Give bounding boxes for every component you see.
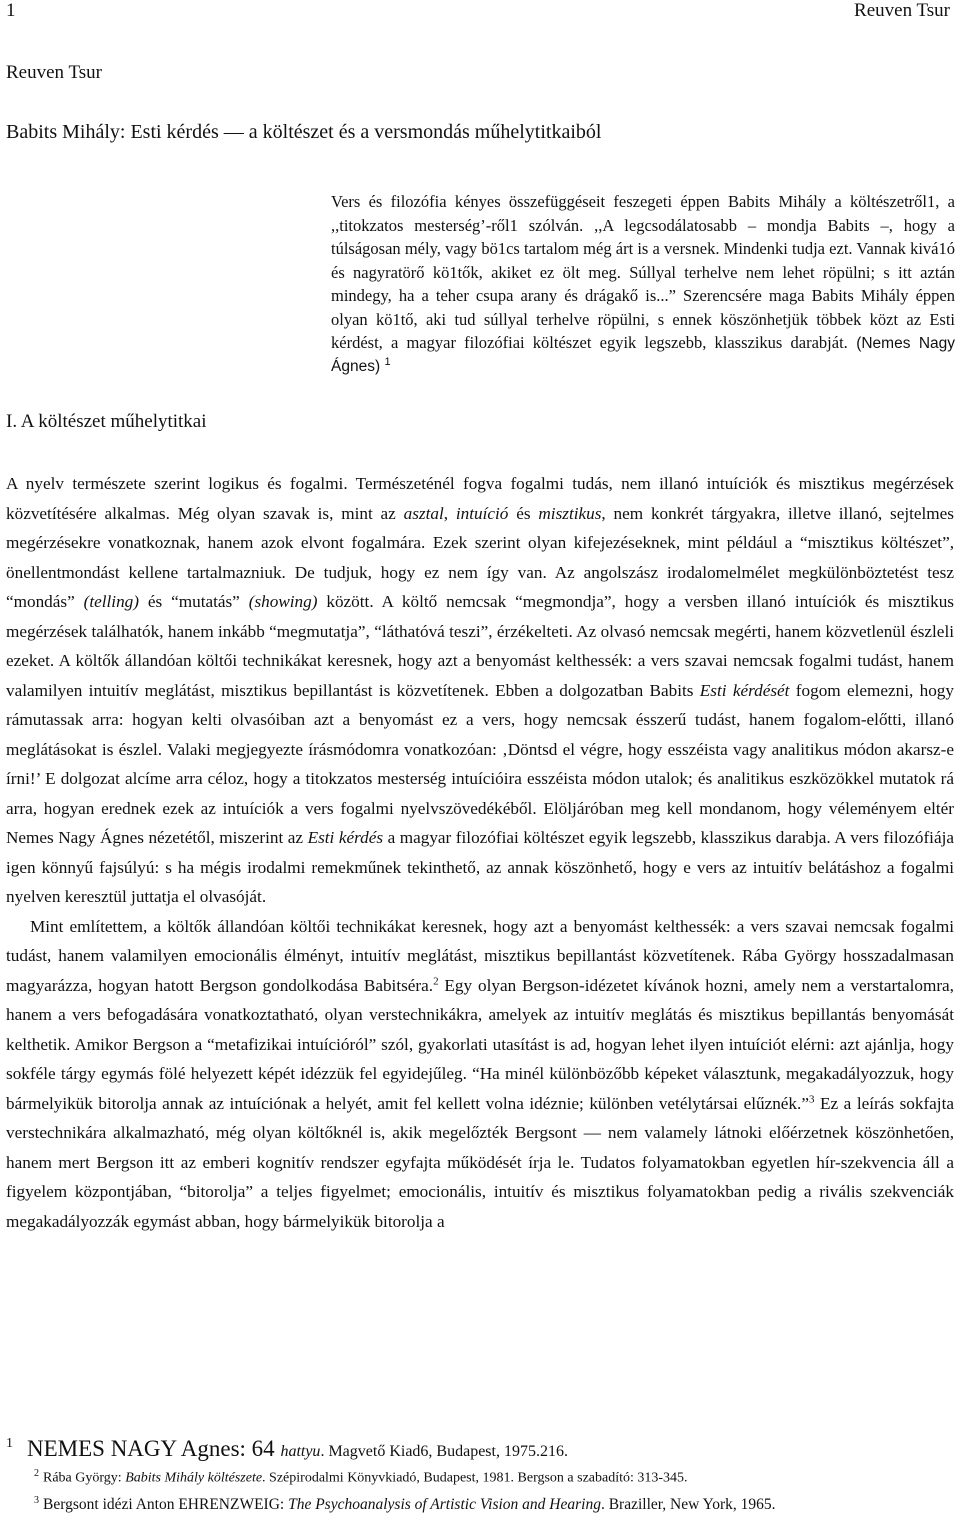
text-run: Egy olyan Bergson-idézetet kívánok hozni, amely nem a verstartalomra, hanem a vers befogadására vonatkoztatható, olyan verstechnikákra, amelyek az intuitív meglátás és misztikus bepillantás benyomását kelthetik. Amikor Bergson a “metafizikai intuícióról” szól, gyakorlati utasítást is ad, hogyan lehet ilyen intuíciót elérni: azt ajánlja, hogy sokféle tárgy egymás fölé helyezett képét idézzük fel egyidejűleg. “Ha minél különbözőbb képeket választunk, megakadályozzuk, hogy bármelyikük bitorolja annak az intuíciónak a helyét, amit fel kellett volna idéznie; különben vetélytársai elűznék.” xyxy=(6,975,954,1113)
footnote-text: Bergsont idézi Anton EHRENZWEIG: xyxy=(43,1495,289,1513)
italic-term: misztikus xyxy=(538,503,602,523)
footnote-ref-3[interactable]: 3 xyxy=(808,1092,815,1105)
footnote-text: . Braziller, New York, 1965. xyxy=(600,1495,776,1513)
text-run: és xyxy=(508,503,539,523)
text-run: Ez a leírás sokfajta verstechnikára alkalmazható, még olyan költőknél is, akik megelőzték Bergsont — nem valamely látnoki előérzetnek köszönhetően, hanem mert Bergson itt az emberi kognitív rendszer egyfajta működését írja le. Tudatos folyamatokban egyetlen hír-szekvencia áll a figyelem központjában, “bitorolja” a teljes figyelmet; emocionális, intuitív és misztikus folyamatokban pedig a rivális szekvenciák megakadályozzák egymást abban, hogy bármelyikük bitorolja a xyxy=(6,1093,954,1231)
section-heading: I. A költészet műhelytitkai xyxy=(6,411,207,432)
footnote-number: 1 xyxy=(6,1436,13,1451)
motto-text: Vers és filozófia kényes összefüggéseit feszegeti éppen Babits Mihály a költészetről1, a ,,titokzatos mesterség’-ről1 szólván. ,,A legcsodálatosabb – mondja Babits –, hogy a túlságosan mély, vagy bö1cs tartalom még árt is a versnek. Mindenki tudja ezt. Vannak kivá1ó és nagyratörő kö1tők, akiket ez ölt meg. Súllyal terhelve nem lehet röpülni; s itt aztán mindegy, ha a teher csupa arany és drágakő is...” Szerencsére maga Babits Mihály éppen olyan kö1tő, aki tud súllyal terhelve röpülni, s ennek köszönhetjük többek közt az Esti kérdést, a magyar filozófiai költészet egyik legszebb, klasszikus darabját. xyxy=(331,192,955,352)
paragraph-2 xyxy=(6,912,954,1237)
italic-term: intuíció xyxy=(455,503,509,523)
italic-term: (telling) xyxy=(83,592,139,611)
motto-quote xyxy=(331,191,955,378)
paragraph-1 xyxy=(6,469,954,912)
footnotes xyxy=(6,1436,954,1513)
text-run: , nem konkrét tárgyakra, illetve illanó, sejtelmes megérzésekre vonatkoznak, hanem azok elvont fogalmára. Ezek szerint olyan kifejezéseknek, mint például a “misztikus költészet”, önellentmondást kellene tartalmazniuk. De tudjuk, hogy ez nem így van. Az angolszász irodalomelmélet megkülönböztetést tesz “mondás” xyxy=(6,503,954,611)
italic-term: (showing) xyxy=(248,592,318,611)
footnote-2 xyxy=(34,1468,960,1487)
italic-term: asztal xyxy=(403,503,444,523)
text-run: A nyelv természete szerint logikus és fogalmi. Természeténél fogva fogalmi tudás, nem illanó intuíciók és misztikus megérzések közvetítésére alkalmas. Még olyan szavak is, mint az xyxy=(6,474,954,523)
footnote-italic: The Psychoanalysis of Artistic Vision and Hearing xyxy=(288,1495,601,1513)
footnote-italic: Babits Mihály költészete xyxy=(125,1470,263,1486)
motto-attribution: (Nemes Nagy Ágnes) xyxy=(331,335,955,375)
footnote-ref-2[interactable]: 2 xyxy=(433,974,439,987)
footnote-italic: hattyu xyxy=(280,1443,321,1460)
footnote-text: NEMES NAGY Agnes: 64 xyxy=(27,1436,281,1461)
footnote-text: . Magvető Kiad6, Budapest, 1975.216. xyxy=(320,1443,568,1460)
text-run: fogom elemezni, hogy rámutassak arra: hogyan kelti olvasóiban azt a benyomást ez a vers, hogy nemcsak ésszerű tudást, hanem fogalom-előtti, illanó meglátásokat is észlel. Valaki megjegyezte írásmódomra vonatkozóan: ‚Döntsd el végre, hogy esszéista vagy analitikus módon akarsz-e írni!’ E dolgozat alcíme arra céloz, hogy a titokzatos mesterség intuícióira esszéista módon utalok; és analitikus eszközökkel mutatok rá arra, hogyan erednek ezek az intuíciók a vers fogalmi nyelvszövedékéből. Elöljáróban meg kell mondanom, hogy véleményem eltér Nemes Nagy Ágnes nézetétől, miszerint az xyxy=(6,680,954,847)
italic-title: Esti kérdés xyxy=(307,828,384,847)
footnote-ref-1[interactable]: 1 xyxy=(384,355,391,368)
footnote-text: . Szépirodalmi Könyvkiadó, Budapest, 1981. Bergson a szabadító: 313-345. xyxy=(262,1470,688,1486)
text-run: a magyar filozófiai költészet egyik legszebb, klasszikus darabja. A vers filozófiája igen könnyű fajsúlyú: s ha mégis irodalmi remekműnek tekinthető, az annak köszönhető, hogy e vers az intuitív belátáshoz a fogalmi nyelven keresztül juttatja el olvasóját. xyxy=(6,828,954,906)
footnote-3 xyxy=(34,1495,960,1514)
text-run: és “mutatás” xyxy=(139,592,249,611)
text-run: között. A költő nemcsak “megmondja”, hogy a versben illanó intuíciók és misztikus megérzések találhatók, hanem inkább “megmutatja”, “láthatóvá teszi”, érzékelteti. Az olvasó nemcsak megérti, hanem közvetlenül észleli ezeket. A költők állandóan költői technikákat keresnek, hogy azt a benyomást kelthessék: a vers szavai nemcsak fogalmi tudást, hanem valamilyen intuitív meglátást, misztikus bepillantást is közvetítenek. Ebben a dolgozatban Babits xyxy=(6,592,954,700)
text-run: , xyxy=(443,503,456,523)
italic-title: Esti kérdését xyxy=(699,680,790,700)
footnote-1 xyxy=(6,1436,954,1462)
author-name: Reuven Tsur xyxy=(6,62,102,83)
footnote-number: 2 xyxy=(34,1468,39,1479)
running-header-author: Reuven Tsur xyxy=(854,0,950,21)
text-run: Mint említettem, a költők állandóan költői technikákat keresnek, hogy azt a benyomást kelthessék: a vers szavai nemcsak fogalmi tudást, hanem valamilyen emocionális élményt, intuitív meglátást, misztikus bepillantást közvetítenek. Rába György hosszadalmasan magyarázza, hogyan hatott Bergson gondolkodása Babitséra. xyxy=(6,916,954,995)
page-number: 1 xyxy=(6,0,16,21)
paper-title: Babits Mihály: Esti kérdés — a költészet és a versmondás műhelytitkaiból xyxy=(6,121,602,143)
footnote-number: 3 xyxy=(34,1494,39,1506)
footnote-text: Rába György: xyxy=(43,1470,126,1486)
body-text xyxy=(6,469,954,1236)
